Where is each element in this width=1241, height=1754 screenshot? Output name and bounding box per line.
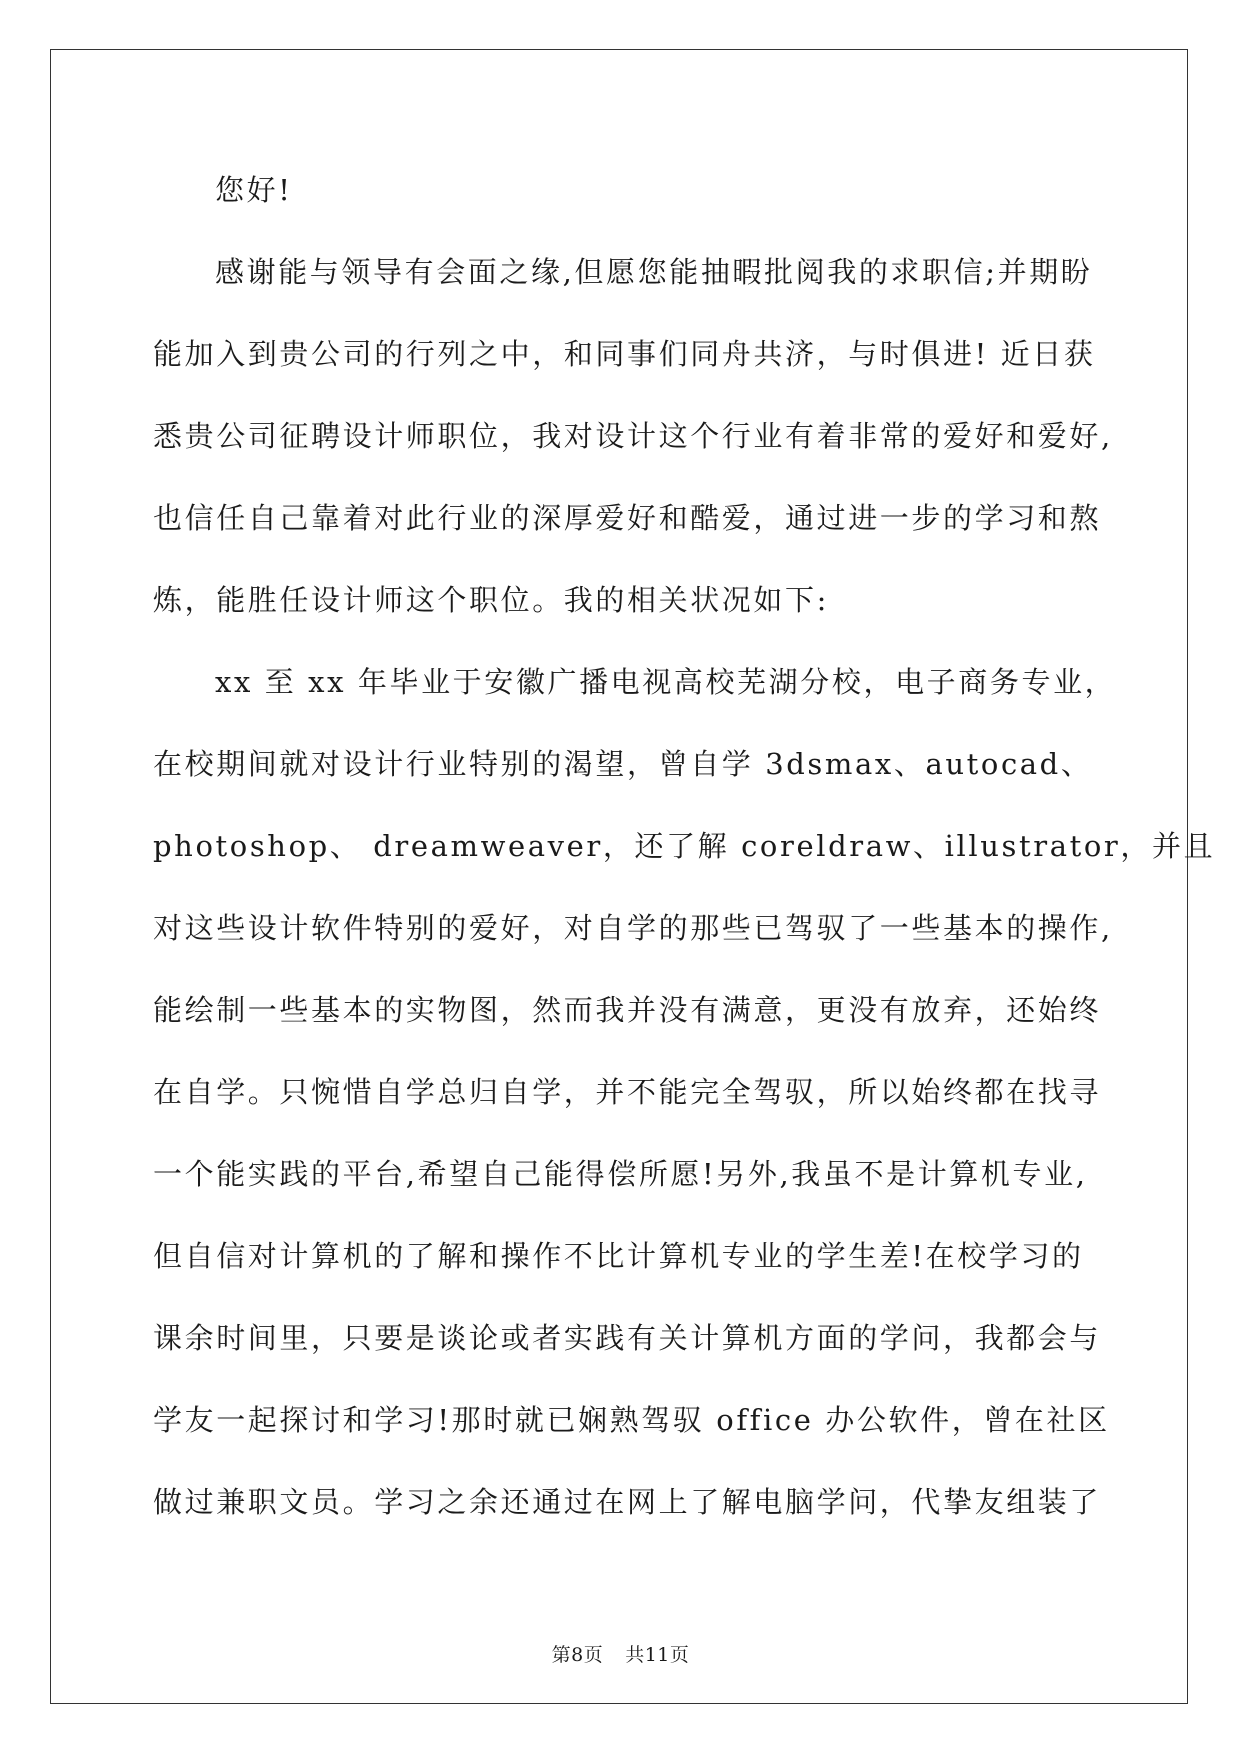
paragraph-2-line-4: 对这些设计软件特别的爱好，对自学的那些已驾驭了一些基本的操作, — [153, 911, 1113, 945]
paragraph-1-line-4: 也信任自己靠着对此行业的深厚爱好和酷爱，通过进一步的学习和熬 — [153, 501, 1102, 535]
paragraph-2-line-10: 学友一起探讨和学习!那时就已娴熟驾驭 office 办公软件，曾在社区 — [153, 1403, 1110, 1437]
paragraph-1-line-3: 悉贵公司征聘设计师职位，我对设计这个行业有着非常的爱好和爱好, — [153, 419, 1113, 453]
paragraph-1-line-5: 炼，能胜任设计师这个职位。我的相关状况如下: — [153, 583, 829, 617]
paragraph-2-line-2: 在校期间就对设计行业特别的渴望，曾自学 3dsmax、autocad、 — [153, 747, 1093, 781]
paragraph-2-line-3: photoshop、 dreamweaver，还了解 coreldraw、illustrator，并且 — [153, 829, 1216, 863]
paragraph-2-line-11: 做过兼职文员。学习之余还通过在网上了解电脑学问，代挚友组装了 — [153, 1485, 1102, 1519]
page-footer — [0, 1640, 1241, 1667]
paragraph-1-line-1: 感谢能与领导有会面之缘,但愿您能抽暇批阅我的求职信;并期盼 — [215, 255, 1093, 289]
paragraph-2-line-5: 能绘制一些基本的实物图，然而我并没有满意，更没有放弃，还始终 — [153, 993, 1102, 1027]
paragraph-2-line-1: xx 至 xx 年毕业于安徽广播电视高校芜湖分校，电子商务专业， — [215, 665, 1117, 699]
page-total: 共11页 — [625, 1644, 690, 1666]
paragraph-1-line-2: 能加入到贵公司的行列之中，和同事们同舟共济，与时俱进! 近日获 — [153, 337, 1096, 371]
paragraph-2-line-7: 一个能实践的平台,希望自己能得偿所愿!另外,我虽不是计算机专业, — [153, 1157, 1088, 1191]
paragraph-2-line-9: 课余时间里，只要是谈论或者实践有关计算机方面的学问，我都会与 — [153, 1321, 1102, 1355]
paragraph-2-line-6: 在自学。只惋惜自学总归自学，并不能完全驾驭，所以始终都在找寻 — [153, 1075, 1102, 1109]
page-number: 第8页 — [551, 1644, 604, 1666]
greeting: 您好! — [215, 173, 293, 207]
letter-body — [153, 162, 1216, 1556]
paragraph-2-line-8: 但自信对计算机的了解和操作不比计算机专业的学生差!在校学习的 — [153, 1239, 1084, 1273]
